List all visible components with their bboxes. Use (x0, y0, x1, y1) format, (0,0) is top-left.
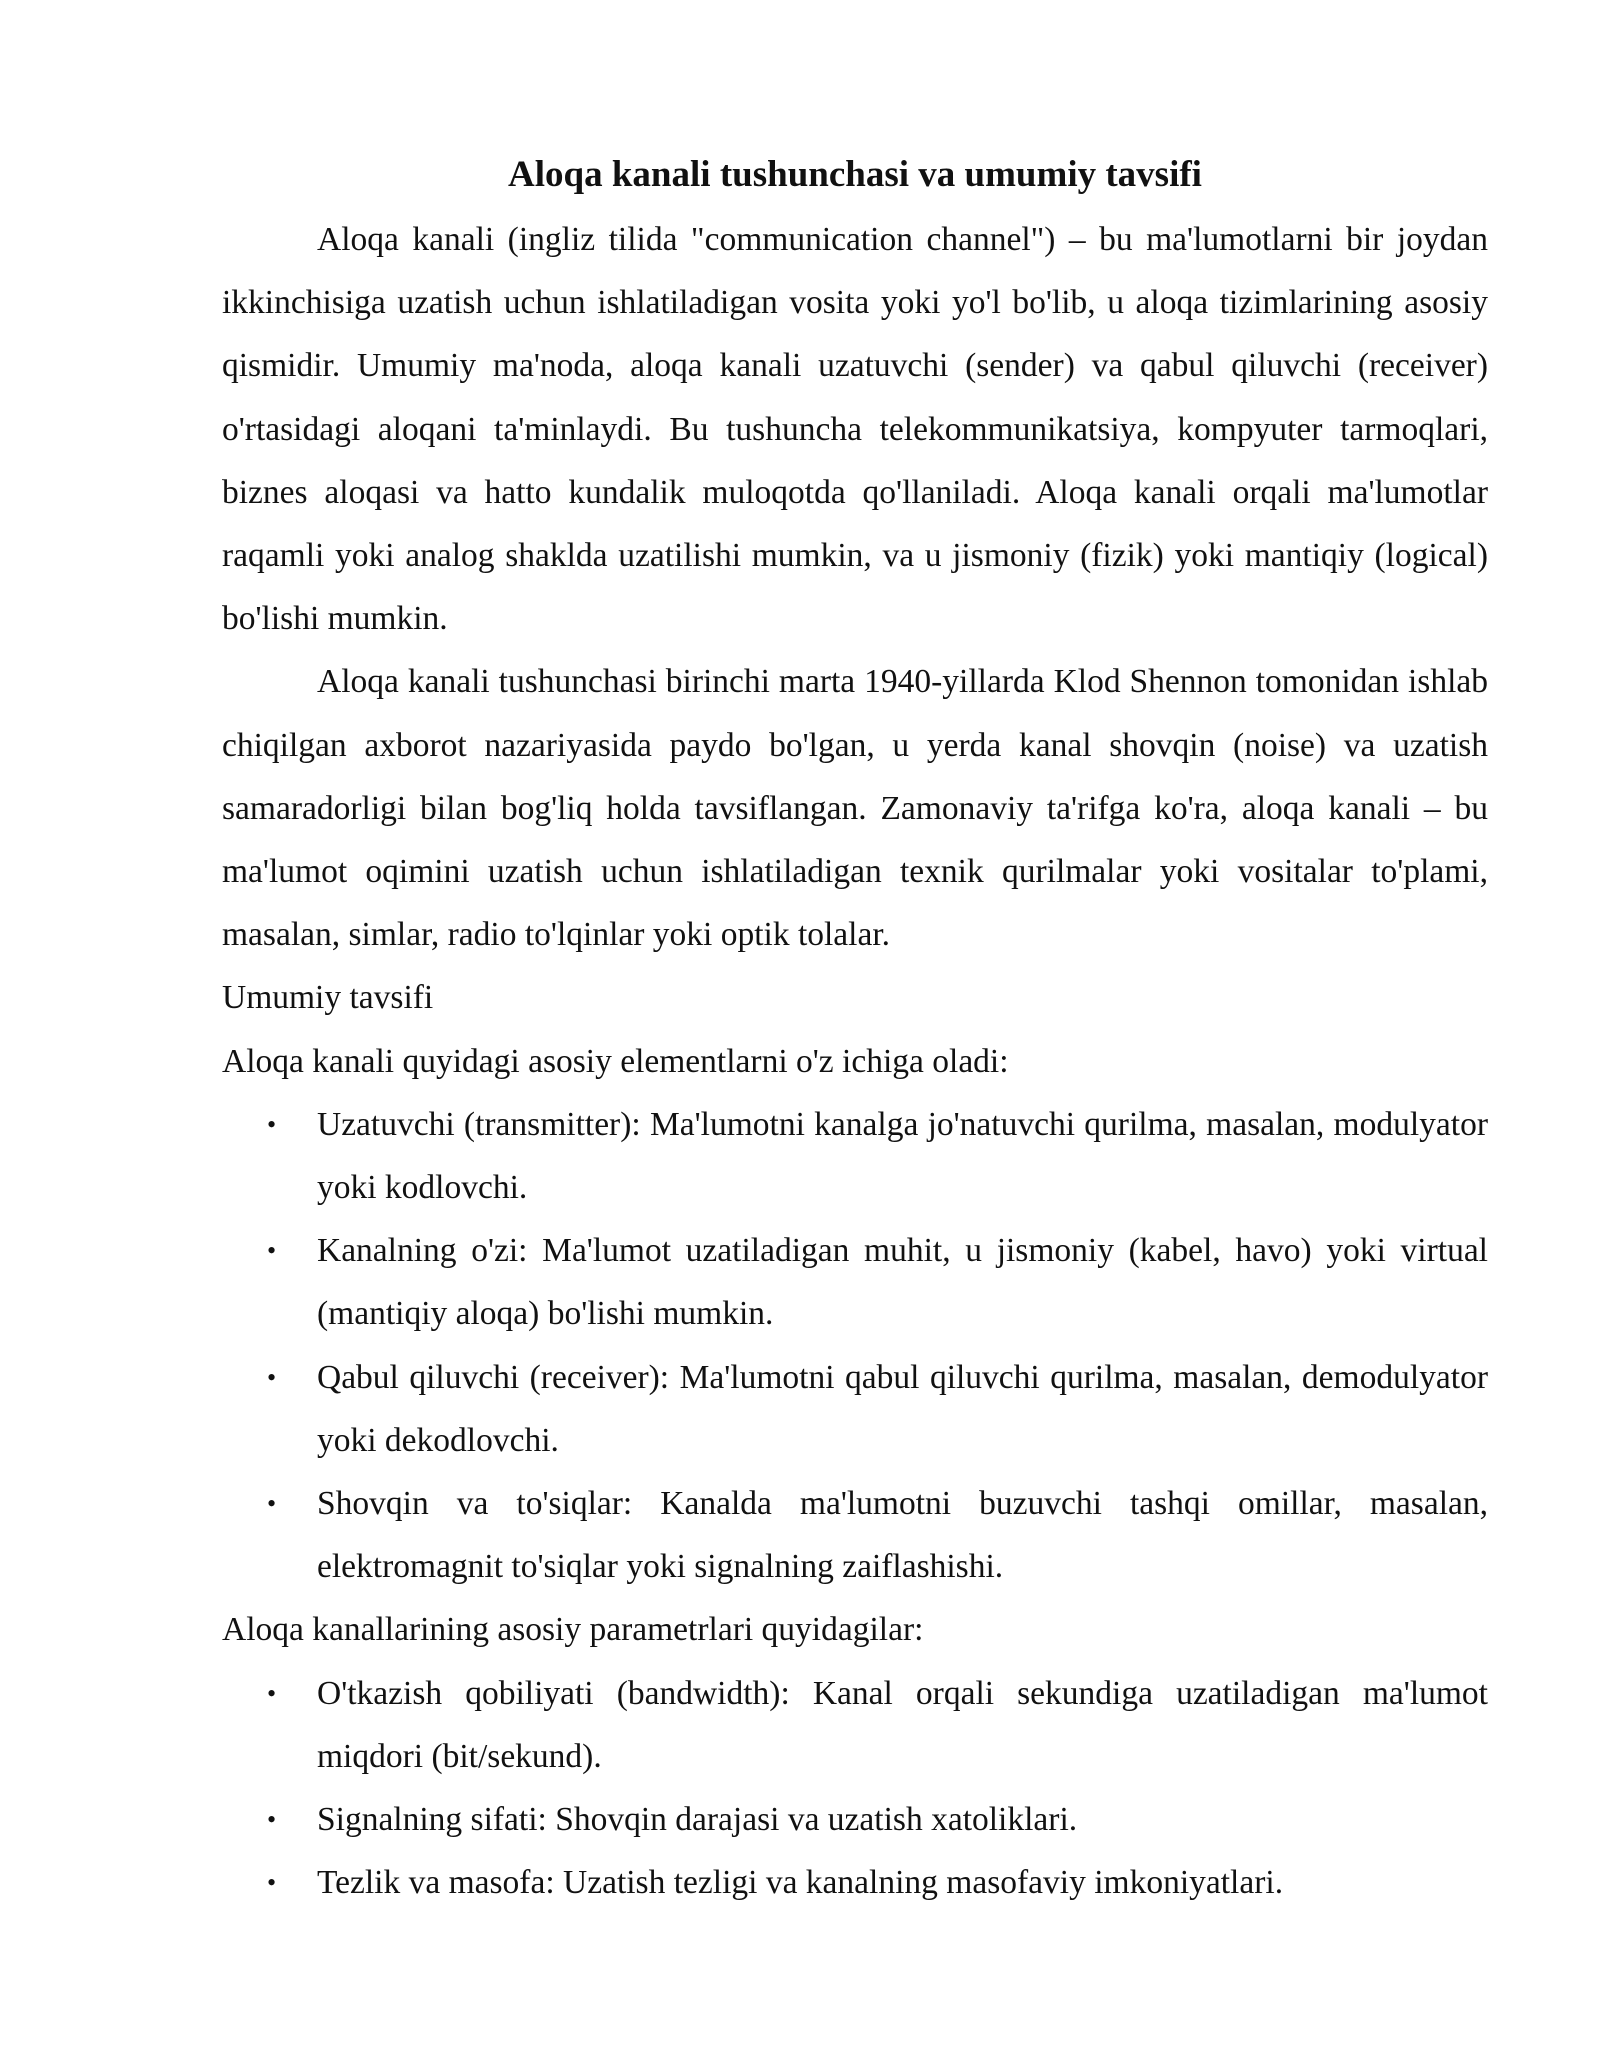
document-title: Aloqa kanali tushunchasi va umumiy tavsifi (508, 154, 1202, 195)
bullet-icon: • (267, 1489, 277, 1519)
list-item-text: Kanalning o'zi: Ma'lumot uzatiladigan muhit, u jismoniy (kabel, havo) yoki virtual (mantiqiy aloqa) bo'lishi mumkin. (317, 1232, 1488, 1333)
list-item (222, 1662, 1488, 1788)
bullet-icon: • (267, 1678, 277, 1708)
list-item (222, 1219, 1488, 1345)
list-item-text: Tezlik va masofa: Uzatish tezligi va kanalning masofaviy imkoniyatlari. (317, 1864, 1284, 1902)
list-item (222, 1093, 1488, 1219)
elements-intro: Aloqa kanali quyidagi asosiy elementlarni o'z ichiga oladi: (222, 1042, 1009, 1080)
list-item (222, 1346, 1488, 1472)
params-intro: Aloqa kanallarining asosiy parametrlari quyidagilar: (222, 1611, 924, 1649)
bullet-icon: • (267, 1236, 277, 1266)
paragraph-history: Aloqa kanali tushunchasi birinchi marta 1940-yillarda Klod Shennon tomonidan ishlab chiqilgan axborot nazariyasida paydo bo'lgan, u yerda kanal shovqin (noise) va uzatish samaradorligi bilan bog'liq holda tavsiflangan. Zamonaviy ta'rifga ko'ra, aloqa kanali – bu ma'lumot oqimini uzatish uchun ishlatiladigan texnik qurilmalar yoki vositalar to'plami, masalan, simlar, radio to'lqinlar yoki optik tolalar. (222, 663, 1488, 954)
bullet-icon: • (267, 1109, 277, 1139)
elements-list (222, 1093, 1488, 1599)
params-list (222, 1662, 1488, 1915)
list-item (222, 1851, 1488, 1914)
list-item-text: Shovqin va to'siqlar: Kanalda ma'lumotni buzuvchi tashqi omillar, masalan, elektromagnit to'siqlar yoki signalning zaiflashishi. (317, 1485, 1488, 1586)
bullet-icon: • (267, 1362, 277, 1392)
list-item-text: Qabul qiluvchi (receiver): Ma'lumotni qabul qiluvchi qurilma, masalan, demodulyator yoki dekodlovchi. (317, 1358, 1488, 1459)
list-item-text: Signalning sifati: Shovqin darajasi va uzatish xatoliklari. (317, 1801, 1078, 1839)
bullet-icon: • (267, 1868, 277, 1898)
list-item-text: Uzatuvchi (transmitter): Ma'lumotni kanalga jo'natuvchi qurilma, masalan, modulyator yoki kodlovchi. (317, 1105, 1488, 1207)
document-page (222, 148, 1488, 1914)
list-item (222, 1472, 1488, 1598)
list-item (222, 1788, 1488, 1851)
paragraph-intro: Aloqa kanali (ingliz tilida "communication channel") – bu ma'lumotlarni bir joydan ikkinchisiga uzatish uchun ishlatiladigan vosita yoki yo'l bo'lib, u aloqa tizimlarining asosiy qismidir. Umumiy ma'noda, aloqa kanali uzatuvchi (sender) va qabul qiluvchi (receiver) o'rtasidagi aloqani ta'minlaydi. Bu tushuncha telekommunikatsiya, kompyuter tarmoqlari, biznes aloqasi va hatto kundalik muloqotda qo'llaniladi. Aloqa kanali orqali ma'lumotlar raqamli yoki analog shaklda uzatilishi mumkin, va u jismoniy (fizik) yoki mantiqiy (logical) bo'lishi mumkin. (222, 221, 1488, 638)
subheading: Umumiy tavsifi (222, 979, 434, 1017)
list-item-text: O'tkazish qobiliyati (bandwidth): Kanal orqali sekundiga uzatiladigan ma'lumot miqdori (bit/sekund). (317, 1674, 1488, 1775)
bullet-icon: • (267, 1805, 277, 1835)
